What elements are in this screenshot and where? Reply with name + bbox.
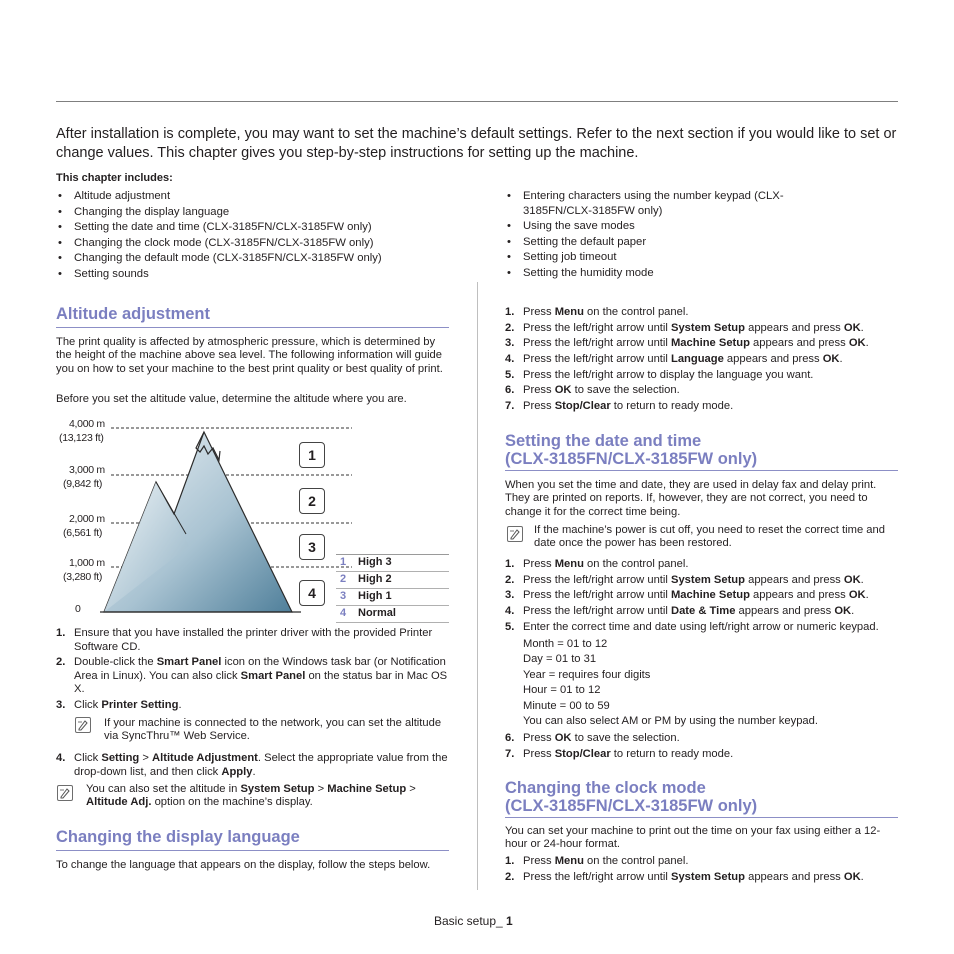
toc-item: • Setting the humidity mode: [505, 266, 795, 281]
note-text: You can also set the altitude in System Setup > Machine Setup > Altitude Adj. option on the machine’s display.: [86, 783, 416, 809]
toc-item: • Setting the date and time (CLX-3185FN/CLX-3185FW only): [56, 220, 456, 235]
note-text: If the machine’s power is cut off, you need to reset the correct time and date once the power has been restored.: [534, 524, 885, 550]
legend-num: 4: [340, 607, 347, 619]
level-label-zero: 0: [75, 603, 81, 615]
display-language-steps: [505, 306, 898, 416]
value-line: Month = 01 to 12: [523, 638, 608, 650]
step-item: 4. Press the left/right arrow until Date & Time appears and press OK.: [505, 605, 855, 618]
heading-altitude-adjustment: Altitude adjustment: [56, 305, 211, 323]
step-item: 2. Press the left/right arrow until System Setup appears and press OK.: [505, 573, 864, 586]
legend-label: High 3: [358, 556, 392, 568]
level-label-ft: (9,842 ft): [63, 478, 103, 490]
level-badge: 3: [299, 534, 325, 560]
chapter-includes-label: This chapter includes:: [56, 172, 173, 184]
date-time-value-list: [523, 637, 898, 729]
altitude-chart: [56, 416, 456, 620]
value-line: You can also select AM or PM by using the number keypad.: [523, 715, 818, 728]
heading-rule: [56, 850, 449, 851]
toc-item: • Setting sounds: [56, 267, 456, 282]
toc-item: • Altitude adjustment: [56, 189, 456, 204]
level-label-ft: (3,280 ft): [63, 571, 103, 583]
toc-item: • Entering characters using the number keypad (CLX-3185FN/CLX-3185FW only): [505, 189, 795, 218]
toc-left: [56, 189, 456, 282]
value-line: Minute = 00 to 59: [523, 699, 610, 712]
note-icon: [507, 526, 523, 542]
top-rule: [56, 101, 898, 102]
step-item: 5. Press the left/right arrow to display the language you want.: [505, 368, 814, 381]
step-item: 1. Press Menu on the control panel.: [505, 855, 689, 867]
level-badge: 2: [299, 488, 325, 514]
legend-num: 1: [340, 556, 347, 568]
note-icon: [75, 717, 91, 733]
step-item: 6. Press OK to save the selection.: [505, 732, 680, 744]
level-label-m: 2,000 m: [69, 513, 105, 525]
step-item: 4. Press the left/right arrow until Language appears and press OK.: [505, 353, 843, 366]
step-item: 3. Click Printer Setting.: [56, 699, 182, 712]
step-item: 2. Double-click the Smart Panel icon on the Windows task bar (or Notification Area in Linux). You can also click Smart Panel on the status bar in Mac OS X.: [56, 656, 448, 696]
toc-item: • Changing the display language: [56, 205, 456, 220]
step-item: 2. Press the left/right arrow until System Setup appears and press OK.: [505, 321, 864, 334]
step-item: 4. Click Setting > Altitude Adjustment. Select the appropriate value from the drop-down list, and then click Apply.: [56, 752, 448, 778]
date-time-para: When you set the time and date, they are used in delay fax and delay print. They are printed on reports. If, however, they are not correct, you need to change it for the correct time being.: [505, 479, 877, 518]
altitude-para-1: The print quality is affected by atmospheric pressure, which is determined by the height of the machine above sea level. The following information will guide you on how to set your machine to the best print quality or best quality of print.: [56, 336, 443, 375]
note-text: If your machine is connected to the network, you can set the altitude via SyncThru™ Web Service.: [104, 717, 442, 743]
value-line: Hour = 01 to 12: [523, 684, 601, 697]
step-item: 1. Press Menu on the control panel.: [505, 558, 689, 570]
level-label-ft: (6,561 ft): [63, 527, 103, 539]
step-item: 7. Press Stop/Clear to return to ready mode.: [505, 747, 734, 760]
legend-row: [336, 555, 449, 572]
column-divider: [477, 282, 478, 890]
step-item: 3. Press the left/right arrow until Machine Setup appears and press OK.: [505, 337, 869, 350]
step-item: 1. Press Menu on the control panel.: [505, 306, 689, 318]
toc-item: • Changing the default mode (CLX-3185FN/CLX-3185FW only): [56, 251, 456, 266]
level-label-m: 3,000 m: [69, 464, 105, 476]
display-language-para: To change the language that appears on the display, follow the steps below.: [56, 859, 431, 871]
heading-changing-display-language: Changing the display language: [56, 828, 300, 846]
toc-item: • Setting job timeout: [505, 250, 795, 265]
step-item: 5. Enter the correct time and date using left/right arrow or numeric keypad.: [505, 620, 879, 633]
step-item: 7. Press Stop/Clear to return to ready mode.: [505, 400, 734, 413]
altitude-para-2: Before you set the altitude value, determine the altitude where you are.: [56, 393, 407, 405]
toc-item: • Setting the default paper: [505, 235, 795, 250]
page-footer: Basic setup_ 1: [434, 914, 513, 928]
value-line: Day = 01 to 31: [523, 653, 597, 666]
date-time-steps: [505, 558, 898, 636]
heading-setting-date-time: Setting the date and time (CLX-3185FN/CLX-3185FW only): [505, 432, 758, 468]
level-label-m: 1,000 m: [69, 557, 105, 569]
step-item: 6. Press OK to save the selection.: [505, 384, 680, 397]
toc-item: • Using the save modes: [505, 219, 795, 234]
heading-changing-clock-mode: Changing the clock mode (CLX-3185FN/CLX-3185FW only): [505, 779, 758, 815]
legend-row: [336, 589, 449, 606]
toc-right: [505, 189, 795, 281]
intro-paragraph: After installation is complete, you may want to set the machine’s default settings. Refer to the next section if you would like to set or change values. This chapter gives you step-by-step instructions for setting up the machine.: [56, 126, 897, 161]
step-item: 2. Press the left/right arrow until System Setup appears and press OK.: [505, 870, 864, 883]
heading-rule: [505, 470, 898, 471]
legend-label: High 2: [358, 573, 392, 585]
clock-mode-para: You can set your machine to print out the time on your fax using either a 12-hour or 24-hour format.: [505, 825, 881, 851]
value-line: Year = requires four digits: [523, 668, 651, 681]
legend-label: High 1: [358, 590, 392, 602]
note-icon: [57, 785, 73, 801]
altitude-steps: [56, 627, 449, 715]
altitude-step-4: [56, 752, 449, 781]
step-item: 3. Press the left/right arrow until Machine Setup appears and press OK.: [505, 589, 869, 602]
heading-rule: [505, 817, 898, 818]
legend-num: 3: [340, 590, 347, 602]
altitude-legend: [336, 554, 449, 623]
level-badge: 1: [299, 442, 325, 468]
legend-row: [336, 606, 449, 623]
legend-row: [336, 572, 449, 589]
legend-num: 2: [340, 573, 347, 585]
toc-item: • Changing the clock mode (CLX-3185FN/CLX-3185FW only): [56, 236, 456, 251]
clock-mode-steps: [505, 855, 898, 886]
level-label-m: 4,000 m: [69, 418, 105, 430]
heading-rule: [56, 327, 449, 328]
step-item: 1. Ensure that you have installed the printer driver with the provided Printer Software CD.: [56, 627, 433, 653]
level-label-ft: (13,123 ft): [59, 432, 104, 444]
level-badge: 4: [299, 580, 325, 606]
legend-label: Normal: [358, 607, 396, 619]
date-time-steps-2: [505, 732, 898, 763]
